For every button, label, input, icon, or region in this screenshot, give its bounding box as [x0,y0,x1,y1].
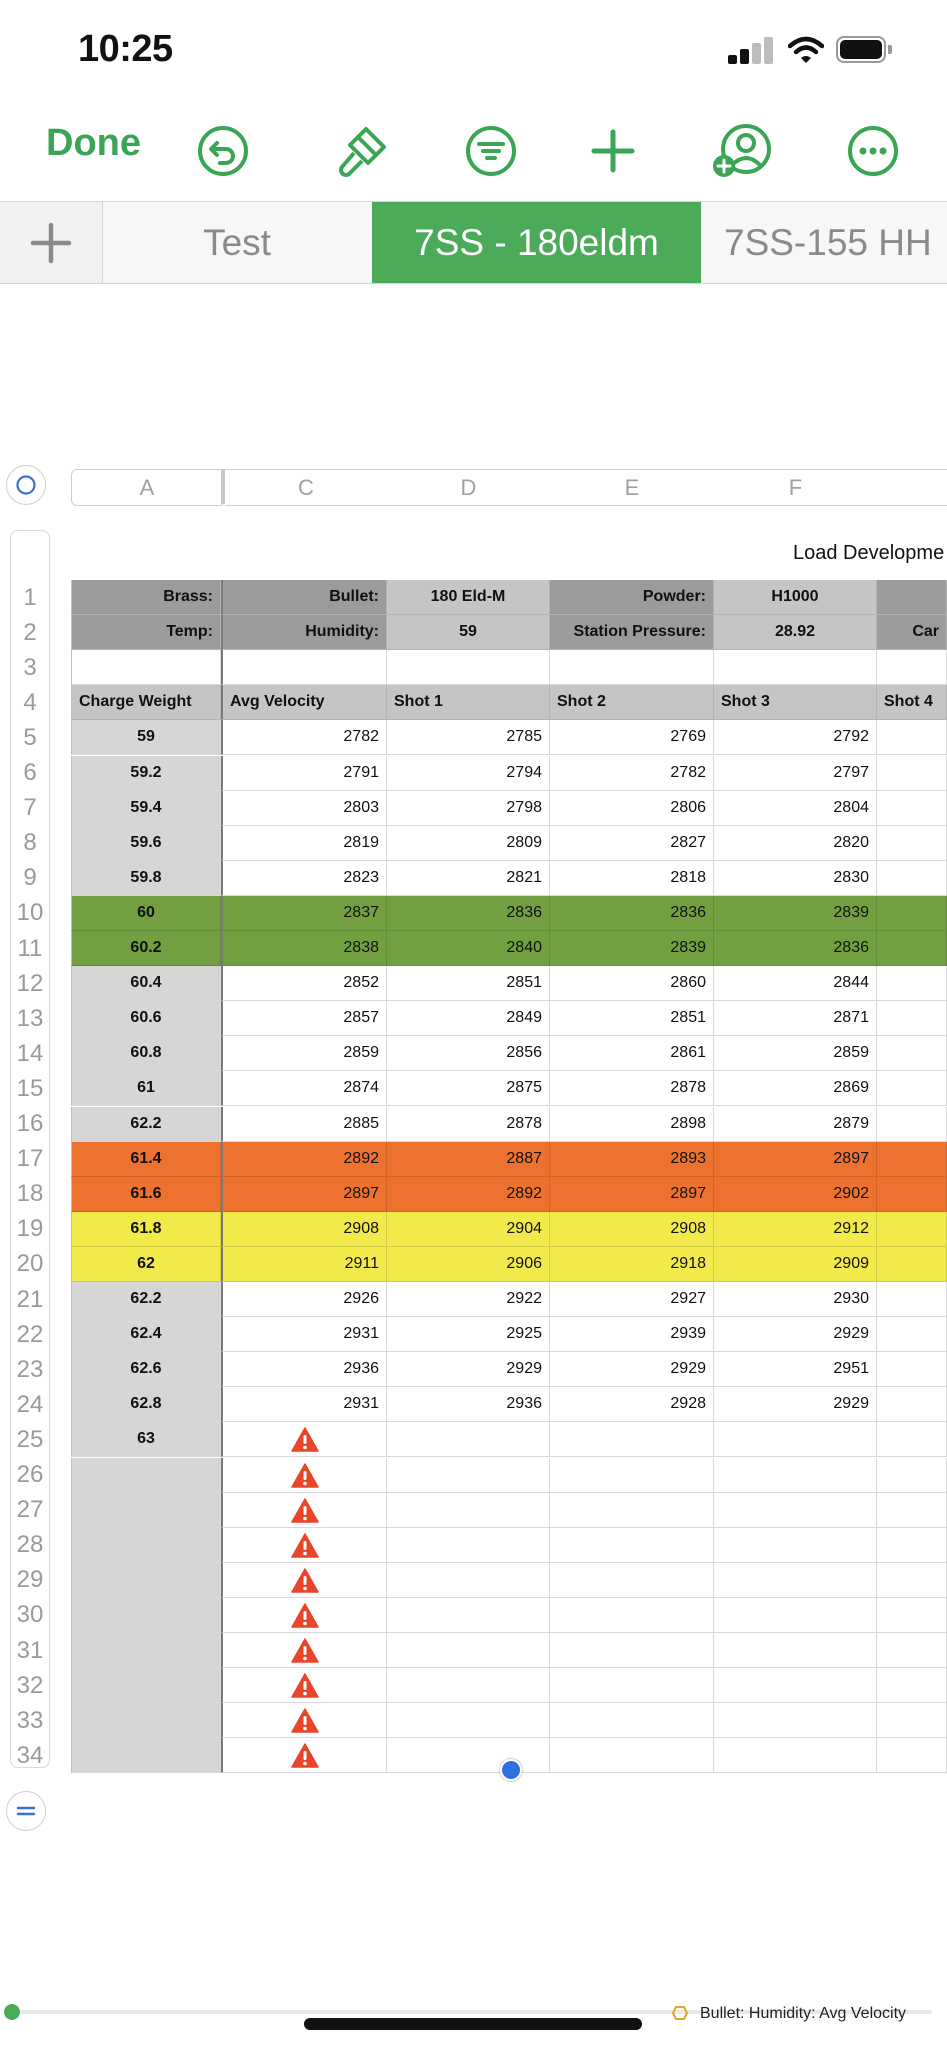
velocity-cell[interactable]: 2836 [387,896,550,931]
velocity-cell[interactable]: 2871 [714,1001,877,1036]
blank-cell[interactable] [387,1703,550,1738]
velocity-cell[interactable]: 2925 [387,1317,550,1352]
tab-7ss-155-hh[interactable]: 7SS-155 HH [702,202,947,283]
velocity-cell[interactable] [877,1107,947,1142]
blank-cell[interactable] [71,1668,221,1703]
column-header-next[interactable] [877,469,947,506]
row-number[interactable]: 21 [16,1285,44,1313]
charge-weight-cell[interactable]: 60.8 [71,1036,221,1071]
velocity-cell[interactable]: 2839 [714,896,877,931]
blank-cell[interactable] [387,1738,550,1773]
velocity-cell[interactable]: 2878 [550,1071,714,1106]
battery-icon [836,36,892,63]
velocity-cell[interactable]: 2844 [714,966,877,1001]
column-title-cell[interactable]: Avg Velocity [221,685,387,720]
velocity-cell[interactable]: 2798 [387,791,550,826]
warning-icon[interactable] [291,1638,319,1664]
row-number[interactable]: 13 [16,1004,44,1032]
velocity-cell[interactable] [877,1142,947,1177]
velocity-cell[interactable]: 2851 [550,1001,714,1036]
blank-cell[interactable] [387,1563,550,1598]
velocity-cell[interactable]: 2929 [714,1317,877,1352]
blank-cell[interactable] [714,1598,877,1633]
more-icon [847,125,899,177]
blank-cell[interactable] [877,1458,947,1493]
velocity-cell[interactable]: 2804 [714,791,877,826]
velocity-cell[interactable]: 2878 [387,1107,550,1142]
blank-cell[interactable] [550,1633,714,1668]
blank-cell[interactable] [714,1668,877,1703]
row-number[interactable]: 33 [16,1706,44,1734]
velocity-cell[interactable]: 2840 [387,931,550,966]
done-button[interactable]: Done [46,122,141,164]
format-brush-button[interactable] [330,118,396,184]
velocity-cell[interactable]: 2809 [387,826,550,861]
blank-cell[interactable] [71,1633,221,1668]
velocity-cell[interactable]: 2936 [221,1352,387,1387]
velocity-cell[interactable] [877,896,947,931]
velocity-cell[interactable]: 2929 [387,1352,550,1387]
blank-cell[interactable] [877,1528,947,1563]
info-cell[interactable]: Powder: [550,580,714,615]
row-number[interactable]: 9 [23,864,37,892]
add-person-icon [710,121,774,181]
velocity-cell[interactable]: 2821 [387,861,550,896]
plus-icon [590,128,636,174]
velocity-cell[interactable]: 2797 [714,756,877,791]
charge-weight-cell[interactable]: 59.6 [71,826,221,861]
column-title-cell[interactable]: Shot 3 [714,685,877,720]
row-number[interactable]: 8 [23,829,37,857]
info-cell[interactable] [877,580,947,615]
formula-status-text: Bullet: Humidity: Avg Velocity [700,2005,907,2022]
blank-cell[interactable] [714,1738,877,1773]
row-number[interactable]: 31 [16,1636,44,1664]
info-cell[interactable]: 59 [387,615,550,650]
velocity-cell[interactable]: 2936 [387,1387,550,1422]
row-number[interactable]: 7 [23,794,37,822]
plus-icon [30,222,72,264]
velocity-cell[interactable]: 2782 [221,720,387,755]
velocity-cell[interactable]: 2927 [550,1282,714,1317]
charge-weight-cell[interactable]: 62.2 [71,1282,221,1317]
velocity-cell[interactable]: 2838 [221,931,387,966]
blank-cell[interactable] [71,1493,221,1528]
velocity-cell[interactable]: 2819 [221,826,387,861]
velocity-cell[interactable]: 2836 [714,931,877,966]
charge-weight-cell[interactable]: 62.2 [71,1107,221,1142]
velocity-cell[interactable]: 2885 [221,1107,387,1142]
velocity-cell[interactable]: 2803 [221,791,387,826]
charge-weight-cell[interactable]: 59.8 [71,861,221,896]
column-header-d[interactable]: D [387,469,551,506]
tab-test[interactable]: Test [103,202,371,283]
blank-cell[interactable] [714,1633,877,1668]
formula-token-icon [672,2006,688,2020]
velocity-cell[interactable]: 2823 [221,861,387,896]
velocity-cell[interactable] [877,1036,947,1071]
velocity-cell[interactable]: 2931 [221,1317,387,1352]
column-title-cell[interactable]: Shot 1 [387,685,550,720]
warning-icon[interactable] [291,1603,319,1629]
blank-cell[interactable] [550,1703,714,1738]
velocity-cell[interactable]: 2860 [550,966,714,1001]
home-indicator [304,2018,642,2030]
row-number[interactable]: 34 [16,1741,44,1769]
column-header-c[interactable]: C [225,469,388,506]
velocity-cell[interactable]: 2836 [550,896,714,931]
blank-cell[interactable] [550,1598,714,1633]
tab-7ss-180eldm[interactable]: 7SS - 180eldm [372,202,701,283]
row-number[interactable]: 18 [16,1180,44,1208]
charge-weight-cell[interactable]: 60.2 [71,931,221,966]
status-time: 10:25 [78,28,173,70]
blank-cell[interactable] [387,1633,550,1668]
velocity-cell[interactable]: 2874 [221,1071,387,1106]
velocity-cell[interactable] [877,931,947,966]
velocity-cell[interactable]: 2792 [714,720,877,755]
velocity-cell[interactable] [877,1001,947,1036]
velocity-cell[interactable]: 2929 [550,1352,714,1387]
blank-cell[interactable] [550,1458,714,1493]
charge-weight-cell[interactable]: 62.6 [71,1352,221,1387]
velocity-cell[interactable]: 2839 [550,931,714,966]
velocity-cell[interactable] [387,1422,550,1457]
info-cell[interactable]: Bullet: [221,580,387,615]
info-cell[interactable]: Car [877,615,947,650]
row-number[interactable]: 14 [16,1039,44,1067]
velocity-cell[interactable]: 2898 [550,1107,714,1142]
cellular-signal-icon [728,36,772,64]
velocity-cell[interactable]: 2857 [221,1001,387,1036]
info-cell[interactable]: H1000 [714,580,877,615]
blank-cell[interactable] [550,1668,714,1703]
row-number[interactable]: 3 [23,653,37,681]
blank-cell[interactable] [71,650,221,685]
velocity-cell[interactable]: 2893 [550,1142,714,1177]
blank-cell[interactable] [877,1563,947,1598]
blank-cell[interactable] [714,650,877,685]
velocity-cell[interactable]: 2879 [714,1107,877,1142]
velocity-cell[interactable]: 2837 [221,896,387,931]
charge-weight-cell[interactable]: 59.4 [71,791,221,826]
blank-cell[interactable] [877,1703,947,1738]
undo-icon [197,125,249,177]
velocity-cell[interactable]: 2922 [387,1282,550,1317]
velocity-cell[interactable]: 2782 [550,756,714,791]
velocity-cell[interactable] [877,791,947,826]
info-cell[interactable]: 180 Eld-M [387,580,550,615]
velocity-cell[interactable]: 2827 [550,826,714,861]
velocity-cell[interactable] [877,1177,947,1212]
velocity-cell[interactable]: 2926 [221,1282,387,1317]
warning-icon[interactable] [291,1708,319,1734]
column-title-cell[interactable]: Shot 4 [877,685,947,720]
blank-cell[interactable] [71,1563,221,1598]
wifi-icon [788,36,824,64]
velocity-cell[interactable]: 2820 [714,826,877,861]
filter-icon [465,125,517,177]
more-button[interactable] [840,118,906,184]
add-sheet-button[interactable] [0,202,103,283]
column-header-f[interactable]: F [714,469,878,506]
velocity-cell[interactable] [877,1422,947,1457]
blank-cell[interactable] [877,650,947,685]
velocity-cell[interactable]: 2875 [387,1071,550,1106]
undo-button[interactable] [190,118,256,184]
velocity-cell[interactable]: 2859 [714,1036,877,1071]
select-all-button[interactable] [6,465,46,505]
charge-weight-cell[interactable]: 61.6 [71,1177,221,1212]
sort-filter-button[interactable] [458,118,524,184]
warning-icon[interactable] [291,1568,319,1594]
velocity-cell[interactable]: 2856 [387,1036,550,1071]
velocity-cell[interactable] [877,1317,947,1352]
velocity-cell[interactable]: 2791 [221,756,387,791]
row-number[interactable]: 28 [16,1531,44,1559]
velocity-cell[interactable] [877,1247,947,1282]
velocity-cell[interactable]: 2769 [550,720,714,755]
velocity-cell[interactable]: 2918 [550,1247,714,1282]
velocity-cell[interactable]: 2897 [221,1177,387,1212]
velocity-cell[interactable]: 2930 [714,1282,877,1317]
blank-cell[interactable] [550,1563,714,1598]
blank-cell[interactable] [71,1528,221,1563]
collaborate-button[interactable] [706,118,778,184]
velocity-cell[interactable] [877,720,947,755]
blank-cell[interactable] [387,1458,550,1493]
charge-weight-cell[interactable]: 59 [71,720,221,755]
charge-weight-cell[interactable]: 62.8 [71,1387,221,1422]
warning-icon[interactable] [291,1743,319,1769]
velocity-cell[interactable]: 2911 [221,1247,387,1282]
blank-cell[interactable] [387,1528,550,1563]
velocity-cell[interactable] [877,1352,947,1387]
velocity-cell[interactable]: 2929 [714,1387,877,1422]
velocity-cell[interactable]: 2928 [550,1387,714,1422]
velocity-cell[interactable]: 2859 [221,1036,387,1071]
charge-weight-cell[interactable]: 63 [71,1422,221,1457]
sheet-title: Load Developme [793,542,945,564]
charge-weight-cell[interactable]: 59.2 [71,756,221,791]
charge-weight-cell[interactable]: 61 [71,1071,221,1106]
info-cell[interactable]: Humidity: [221,615,387,650]
velocity-cell[interactable]: 2852 [221,966,387,1001]
blank-cell[interactable] [714,1703,877,1738]
blank-cell[interactable] [714,1458,877,1493]
velocity-cell[interactable] [877,861,947,896]
row-number[interactable]: 22 [16,1320,44,1348]
velocity-cell[interactable]: 2904 [387,1212,550,1247]
charge-weight-cell[interactable]: 61.8 [71,1212,221,1247]
row-number[interactable]: 27 [16,1496,44,1524]
velocity-cell[interactable] [877,1212,947,1247]
velocity-cell[interactable]: 2849 [387,1001,550,1036]
velocity-cell[interactable]: 2897 [550,1177,714,1212]
charge-weight-cell[interactable]: 62.4 [71,1317,221,1352]
column-header-e[interactable]: E [550,469,715,506]
add-row-button[interactable] [6,1791,46,1831]
info-cell[interactable]: 28.92 [714,615,877,650]
row-number[interactable]: 4 [23,688,37,716]
equals-icon [16,1804,36,1818]
warning-icon[interactable] [291,1427,319,1453]
info-cell[interactable]: Brass: [71,580,221,615]
row-number[interactable]: 16 [16,1110,44,1138]
column-header-a[interactable]: A [71,469,223,506]
blank-cell[interactable] [714,1528,877,1563]
velocity-cell[interactable] [877,966,947,1001]
velocity-cell[interactable]: 2908 [221,1212,387,1247]
blank-cell[interactable] [550,1738,714,1773]
blank-cell[interactable] [877,1668,947,1703]
row-number[interactable]: 30 [16,1601,44,1629]
row-number[interactable]: 19 [16,1215,44,1243]
row-number[interactable]: 25 [16,1425,44,1453]
warning-icon[interactable] [291,1673,319,1699]
charge-weight-cell[interactable]: 60 [71,896,221,931]
sheet-tab-bar [0,201,947,284]
blank-cell[interactable] [877,1738,947,1773]
row-number[interactable]: 24 [16,1390,44,1418]
charge-weight-cell[interactable]: 62 [71,1247,221,1282]
row-number[interactable]: 20 [16,1250,44,1278]
velocity-cell[interactable] [550,1422,714,1457]
info-cell[interactable]: Temp: [71,615,221,650]
velocity-cell[interactable]: 2887 [387,1142,550,1177]
blank-cell[interactable] [71,1703,221,1738]
blank-cell[interactable] [714,1493,877,1528]
blank-cell[interactable] [221,650,387,685]
row-number[interactable]: 1 [23,583,37,611]
row-number[interactable]: 2 [23,618,37,646]
velocity-cell[interactable] [714,1422,877,1457]
warning-icon[interactable] [291,1463,319,1489]
velocity-cell[interactable]: 2818 [550,861,714,896]
velocity-cell[interactable]: 2931 [221,1387,387,1422]
blank-cell[interactable] [714,1563,877,1598]
blank-cell[interactable] [387,1493,550,1528]
circle-icon [15,474,37,496]
bottom-left-dot[interactable] [4,2004,20,2020]
velocity-cell[interactable]: 2861 [550,1036,714,1071]
blank-cell[interactable] [387,1598,550,1633]
blank-cell[interactable] [877,1493,947,1528]
row-number[interactable]: 17 [16,1145,44,1173]
row-number[interactable]: 23 [16,1355,44,1383]
row-number[interactable]: 6 [23,759,37,787]
velocity-cell[interactable] [877,1071,947,1106]
velocity-cell[interactable]: 2794 [387,756,550,791]
column-title-cell[interactable]: Charge Weight [71,685,221,720]
warning-icon[interactable] [291,1498,319,1524]
column-title-cell[interactable]: Shot 2 [550,685,714,720]
charge-weight-cell[interactable]: 60.6 [71,1001,221,1036]
velocity-cell[interactable]: 2902 [714,1177,877,1212]
row-number[interactable]: 10 [16,899,44,927]
blank-cell[interactable] [387,650,550,685]
velocity-cell[interactable]: 2806 [550,791,714,826]
blank-cell[interactable] [387,1668,550,1703]
velocity-cell[interactable]: 2785 [387,720,550,755]
row-number[interactable]: 5 [23,723,37,751]
row-number[interactable]: 26 [16,1461,44,1489]
warning-icon[interactable] [291,1533,319,1559]
velocity-cell[interactable]: 2897 [714,1142,877,1177]
blank-cell[interactable] [877,1598,947,1633]
blank-cell[interactable] [71,1738,221,1773]
row-number[interactable]: 32 [16,1671,44,1699]
velocity-cell[interactable] [877,1282,947,1317]
velocity-cell[interactable]: 2939 [550,1317,714,1352]
velocity-cell[interactable]: 2908 [550,1212,714,1247]
velocity-cell[interactable]: 2912 [714,1212,877,1247]
add-button[interactable] [580,118,646,184]
table-resize-handle[interactable] [500,1759,522,1781]
row-number[interactable]: 12 [16,969,44,997]
blank-cell[interactable] [877,1633,947,1668]
velocity-cell[interactable]: 2869 [714,1071,877,1106]
blank-cell[interactable] [550,650,714,685]
velocity-cell[interactable] [877,826,947,861]
velocity-cell[interactable] [877,756,947,791]
row-number[interactable]: 11 [17,934,43,962]
blank-cell[interactable] [550,1493,714,1528]
velocity-cell[interactable]: 2909 [714,1247,877,1282]
paintbrush-icon [336,123,390,179]
velocity-cell[interactable]: 2906 [387,1247,550,1282]
blank-cell[interactable] [71,1598,221,1633]
charge-weight-cell[interactable]: 60.4 [71,966,221,1001]
row-number[interactable]: 15 [16,1074,44,1102]
velocity-cell[interactable]: 2892 [221,1142,387,1177]
velocity-cell[interactable]: 2830 [714,861,877,896]
velocity-cell[interactable] [877,1387,947,1422]
info-cell[interactable]: Station Pressure: [550,615,714,650]
velocity-cell[interactable]: 2851 [387,966,550,1001]
velocity-cell[interactable]: 2951 [714,1352,877,1387]
row-number[interactable]: 29 [16,1566,44,1594]
velocity-cell[interactable]: 2892 [387,1177,550,1212]
blank-cell[interactable] [71,1458,221,1493]
blank-cell[interactable] [550,1528,714,1563]
charge-weight-cell[interactable]: 61.4 [71,1142,221,1177]
